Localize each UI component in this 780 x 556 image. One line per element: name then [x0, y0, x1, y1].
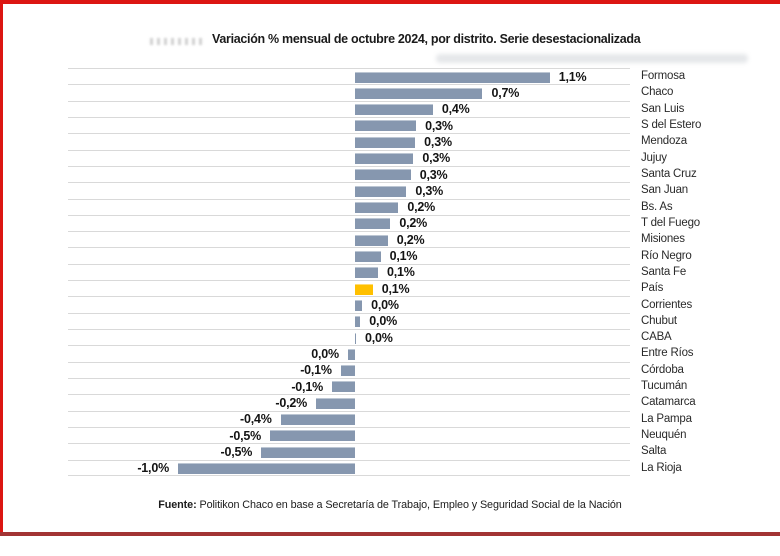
bar-row [68, 296, 630, 312]
chart-title: Variación % mensual de octubre 2024, por distrito. Serie desestacionalizada [212, 32, 641, 46]
title-row [150, 30, 640, 48]
frame-bottom-border [0, 532, 780, 536]
bar-row [68, 84, 630, 100]
bar-row [68, 231, 630, 247]
bar-row [68, 329, 630, 345]
bar [355, 202, 398, 213]
frame-left-border [0, 0, 3, 534]
district-label: Chubut [641, 314, 677, 327]
value-label: -0,5% [220, 444, 253, 459]
district-label: Misiones [641, 233, 685, 246]
value-label: -0,2% [275, 395, 308, 410]
bar [355, 72, 550, 83]
bar-row [68, 460, 630, 476]
bar [355, 137, 415, 148]
value-label: 0,3% [424, 134, 452, 149]
source-text: Politikon Chaco en base a Secretaría de Trabajo, Empleo y Seguridad Social de la Nación [196, 499, 622, 511]
value-label: 0,2% [396, 232, 425, 247]
value-label: 0,0% [369, 314, 397, 329]
bar [178, 463, 355, 474]
bar-row [68, 313, 630, 329]
source-label: Fuente: [158, 499, 197, 511]
bar-row [68, 345, 630, 361]
value-label: 0,3% [422, 151, 451, 166]
value-label: 0,4% [441, 102, 470, 117]
district-label: País [641, 282, 664, 295]
bar-row [68, 378, 630, 394]
value-label: 0,3% [415, 183, 444, 198]
bar [355, 235, 388, 246]
bar-row [68, 133, 630, 149]
district-label: Santa Cruz [641, 168, 697, 181]
district-label: San Juan [641, 184, 688, 197]
bar [348, 349, 355, 360]
bar [332, 381, 355, 392]
value-label: 0,0% [371, 298, 399, 313]
district-label: Córdoba [641, 363, 684, 376]
value-label: 0,3% [425, 118, 453, 133]
district-label: Formosa [641, 70, 685, 83]
bar-row [68, 427, 630, 443]
district-label: S del Estero [641, 119, 702, 132]
bar [355, 120, 416, 131]
bar-row [68, 199, 630, 215]
bar-row [68, 101, 630, 117]
district-label: La Rioja [641, 461, 682, 474]
source-note [0, 499, 780, 511]
district-label: CABA [641, 331, 672, 344]
bar-highlight [355, 284, 373, 295]
bar-row [68, 117, 630, 133]
bar [341, 365, 355, 376]
value-label: 0,2% [407, 200, 436, 215]
district-label: Catamarca [641, 396, 696, 409]
value-label: 0,1% [387, 265, 415, 280]
bar-row [68, 362, 630, 378]
district-label: Tucumán [641, 380, 688, 393]
bar-row [68, 264, 630, 280]
district-label: Santa Fe [641, 265, 687, 278]
value-label: 0,0% [311, 346, 339, 361]
bar [261, 447, 355, 458]
bar-row [68, 182, 630, 198]
district-label: Entre Ríos [641, 347, 694, 360]
value-label: 0,0% [365, 330, 393, 345]
bar-row [68, 280, 630, 296]
value-label: 0,7% [491, 85, 520, 100]
bar [355, 153, 413, 164]
value-label: -0,1% [291, 379, 323, 394]
district-label: Río Negro [641, 249, 692, 262]
bar [355, 251, 381, 262]
district-label: T del Fuego [641, 216, 700, 229]
value-label: 0,1% [381, 281, 410, 296]
value-label: -0,4% [240, 412, 272, 427]
bar [355, 316, 360, 327]
bar-row [68, 68, 630, 84]
bar [270, 430, 355, 441]
value-label: 0,3% [419, 167, 448, 182]
district-label: San Luis [641, 102, 685, 115]
district-label: Jujuy [641, 151, 667, 164]
bar [355, 333, 356, 344]
district-label: La Pampa [641, 412, 692, 425]
bar-row [68, 394, 630, 410]
redacted-label [150, 38, 204, 45]
bar-row [68, 247, 630, 263]
bar-row [68, 443, 630, 459]
bar [355, 169, 411, 180]
district-label: Neuquén [641, 429, 687, 442]
frame-top-border [0, 0, 780, 4]
bar [355, 104, 433, 115]
bar [355, 186, 406, 197]
bar [355, 267, 378, 278]
bar-row [68, 411, 630, 427]
value-label: -0,5% [229, 428, 262, 443]
bar [355, 218, 390, 229]
value-label: 0,1% [389, 249, 418, 264]
bar-row [68, 166, 630, 182]
district-label: Bs. As [641, 200, 673, 213]
value-label: 1,1% [558, 69, 587, 84]
plot-area [68, 68, 630, 476]
category-labels [641, 68, 780, 476]
bar [281, 414, 355, 425]
bar [355, 300, 362, 311]
value-label: -0,1% [300, 363, 332, 378]
value-label: 0,2% [399, 216, 428, 231]
bar-row [68, 150, 630, 166]
value-label: -1,0% [137, 460, 169, 475]
bar [355, 88, 482, 99]
bar [316, 398, 355, 409]
blurred-watermark [436, 54, 748, 63]
bar-row [68, 215, 630, 231]
district-label: Salta [641, 445, 667, 458]
district-label: Corrientes [641, 298, 693, 311]
district-label: Mendoza [641, 135, 687, 148]
district-label: Chaco [641, 86, 674, 99]
